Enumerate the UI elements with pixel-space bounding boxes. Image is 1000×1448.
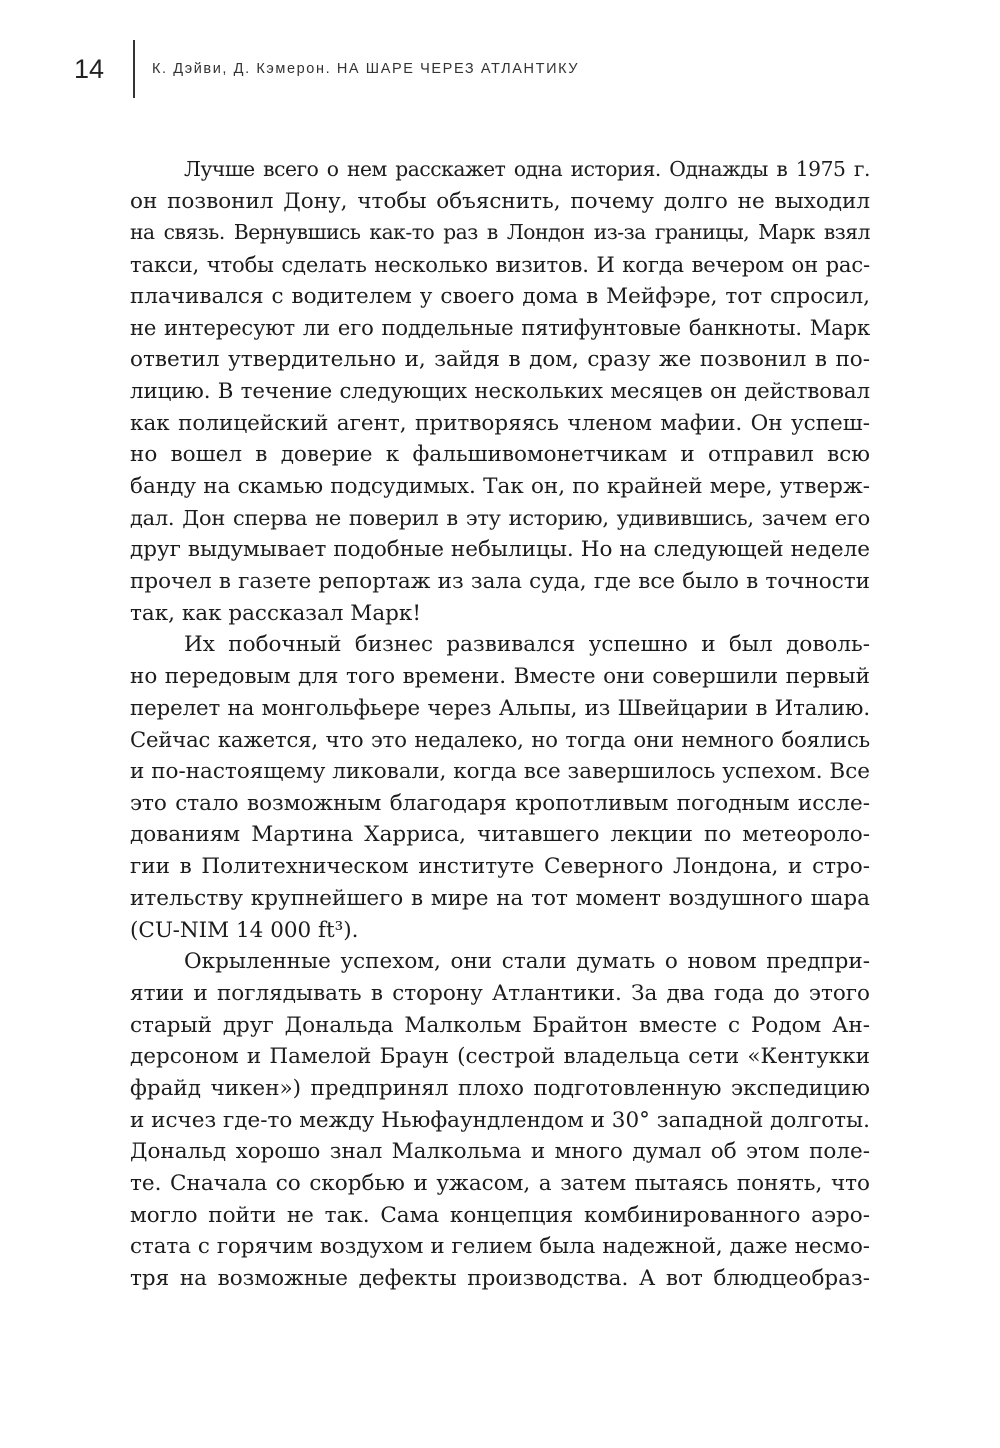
text-line: так, как рассказал Марк! (130, 600, 421, 626)
text-line: фрайд чикен») предпринял плохо подготовленную экспедицию (130, 1075, 870, 1101)
text-line: тря на возможные дефекты производства. А вот блюдцеобраз- (130, 1266, 870, 1292)
text-line: это стало возможным благодаря кропотливым погодным иссле- (130, 790, 870, 816)
body-text (130, 154, 870, 1295)
text-line: плачивался с водителем у своего дома в Мейфэре, тот спросил, (130, 283, 870, 309)
text-line: дал. Дон сперва не поверил в эту историю, удивившись, зачем его (130, 505, 870, 530)
text-line: Сейчас кажется, что это недалеко, но тогда они немного боялись (130, 727, 870, 753)
text-line: он позвонил Дону, чтобы объяснить, почему долго не выходил (130, 188, 870, 214)
text-line: дерсоном и Памелой Браун (сестрой владельца сети «Кентукки (130, 1044, 870, 1070)
text-line: Лучше всего о нем расскажет одна история. Однажды в 1975 г. (184, 157, 870, 181)
text-line: как полицейский агент, притворяясь членом мафии. Он успеш- (130, 410, 870, 436)
text-line: банду на скамью подсудимых. Так он, по крайней мере, утверж- (130, 473, 870, 499)
text-line: Окрыленные успехом, они стали думать о новом предпри- (184, 949, 870, 975)
text-line: и исчез где-то между Ньюфаундлендом и 30° западной долготы. (130, 1107, 870, 1133)
page-header (74, 40, 579, 98)
text-line: могло пойти не так. Сама концепция комбинированного аэро- (130, 1202, 870, 1228)
text-line: стата с горячим воздухом и гелием была надежной, даже несмо- (130, 1234, 870, 1260)
text-line: и по-настоящему ликовали, когда все завершилось успехом. Все (130, 759, 870, 785)
text-line: на связь. Вернувшись как-то раз в Лондон из-за границы, Марк взял (130, 220, 870, 245)
text-line: но вошел в доверие к фальшивомонетчикам и отправил всю (130, 442, 870, 468)
text-line: не интересуют ли его поддельные пятифунтовые банкноты. Марк (130, 315, 870, 341)
running-title: К. Дэйви, Д. Кэмерон. НА ШАРЕ ЧЕРЕЗ АТЛАНТИКУ (152, 61, 580, 77)
text-line: (CU-NIM 14 000 ft³). (130, 917, 359, 943)
text-line: такси, чтобы сделать несколько визитов. И когда вечером он рас- (130, 252, 870, 278)
text-line: лицию. В течение следующих нескольких месяцев он действовал (130, 378, 870, 404)
text-line: гии в Политехническом институте Северного Лондона, и стро- (130, 854, 870, 880)
text-line: друг выдумывает подобные небылицы. Но на следующей неделе (130, 537, 870, 563)
text-line: прочел в газете репортаж из зала суда, где все было в точности (130, 568, 870, 594)
header-divider (133, 40, 135, 98)
text-line: те. Сначала со скорбью и ужасом, а затем пытаясь понять, что (130, 1171, 870, 1196)
text-line: дованиям Мартина Харриса, читавшего лекции по метеороло- (130, 822, 870, 848)
text-line: Дональд хорошо знал Малкольма и много думал об этом поле- (130, 1139, 870, 1165)
text-line: ответил утвердительно и, зайдя в дом, сразу же позвонил в по- (130, 347, 870, 373)
text-line: старый друг Дональда Малкольм Брайтон вместе с Родом Ан- (130, 1012, 870, 1038)
text-line: ятии и поглядывать в сторону Атлантики. За два года до этого (130, 980, 870, 1006)
text-line: перелет на монгольфьере через Альпы, из Швейцарии в Италию. (130, 695, 870, 721)
text-line: ительству крупнейшего в мире на тот момент воздушного шара (130, 885, 870, 911)
text-line: Их побочный бизнес развивался успешно и был доволь- (184, 632, 870, 658)
text-line: но передовым для того времени. Вместе они совершили первый (130, 664, 870, 689)
page-number: 14 (74, 53, 105, 84)
